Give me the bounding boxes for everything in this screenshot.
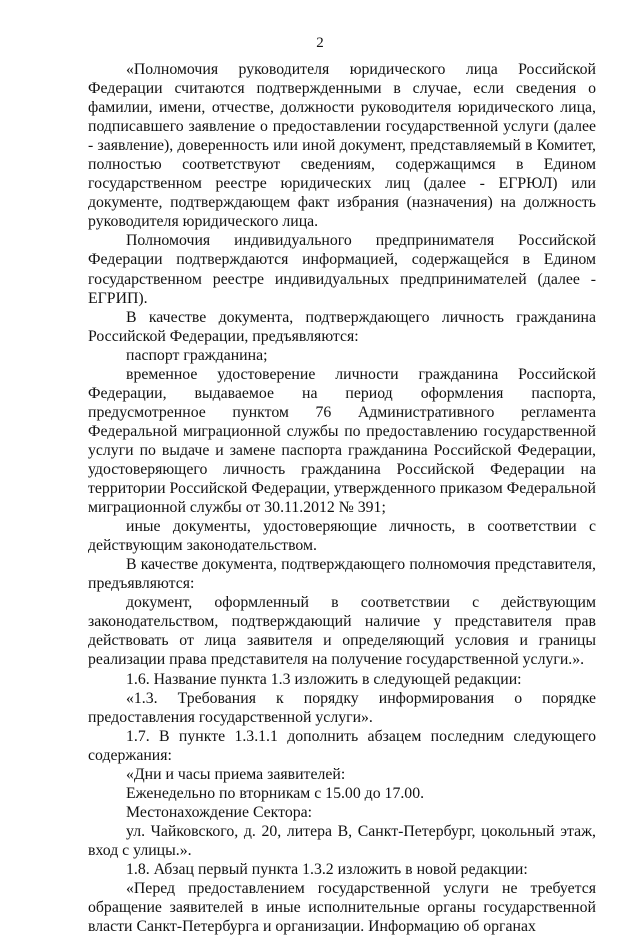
paragraph-item-1-7: 1.7. В пункте 1.3.1.1 дополнить абзацем последним следующего содержания: [88, 727, 596, 764]
paragraph-reception-days: «Дни и часы приема заявителей: [126, 765, 346, 783]
page-number: 2 [316, 35, 324, 51]
paragraph-item-1-8: 1.8. Абзац первый пункта 1.3.2 изложить в новой редакции: [126, 860, 528, 878]
paragraph-item-1-6: 1.6. Название пункта 1.3 изложить в следующей редакции: [126, 670, 522, 688]
paragraph-temporary-id: временное удостоверение личности гражданина Российской Федерации, выдаваемое на период оформления паспорта, предусмотренное пунктом 76 Административного регламента Федеральной миграционной службы по предоставлению государственной услуги по выдаче и замене паспорта гражданина Российской Федерации, удостоверяющего личность гражданина Российской Федерации на территории Российской Федерации, утвержденного приказом Федеральной миграционной службы от 30.11.2012 № 391; [88, 365, 596, 517]
document-body [88, 60, 596, 936]
paragraph-identity-documents: В качестве документа, подтверждающего личность гражданина Российской Федерации, предъявляются: [88, 308, 596, 345]
paragraph-address: ул. Чайковского, д. 20, литера В, Санкт-Петербург, цокольный этаж, вход с улицы.». [88, 822, 596, 859]
paragraph-sector-location: Местонахождение Сектора: [126, 803, 313, 821]
paragraph-reception-hours: Еженедельно по вторникам с 15.00 до 17.00. [126, 784, 425, 802]
paragraph-before-service: «Перед предоставлением государственной услуги не требуется обращение заявителей в иные исполнительные органы государственной власти Санкт-Петербурга и организации. Информацию об органах [88, 880, 596, 936]
paragraph-executive-authority: «Полномочия руководителя юридического лица Российской Федерации считаются подтвержденными в случае, если сведения о фамилии, имени, отчестве, должности руководителя юридического лица, подписавшего заявление о предоставлении государственной услуги (далее - заявление), доверенность или иной документ, представляемый в Комитет, полностью соответствуют сведениям, содержащимся в Едином государственном реестре юридических лиц (далее - ЕГРЮЛ) или документе, подтверждающем факт избрания (назначения) на должность руководителя юридического лица. [88, 61, 596, 231]
paragraph-other-documents: иные документы, удостоверяющие личность, в соответствии с действующим законодательством. [88, 518, 596, 555]
paragraph-representative-document: документ, оформленный в соответствии с действующим законодательством, подтверждающий наличие у представителя прав действовать от лица заявителя и определяющий условия и границы реализации права представителя на получение государственной услуги.». [88, 594, 596, 669]
paragraph-item-1-3-title: «1.3. Требования к порядку информирования о порядке предоставления государственной услуги». [88, 689, 596, 726]
paragraph-entrepreneur-authority: Полномочия индивидуального предпринимателя Российской Федерации подтверждаются информацией, содержащейся в Едином государственном реестре индивидуальных предпринимателей (далее - ЕГРИП). [88, 232, 596, 307]
paragraph-passport: паспорт гражданина; [126, 346, 268, 364]
paragraph-representative-documents: В качестве документа, подтверждающего полномочия представителя, предъявляются: [88, 556, 596, 593]
